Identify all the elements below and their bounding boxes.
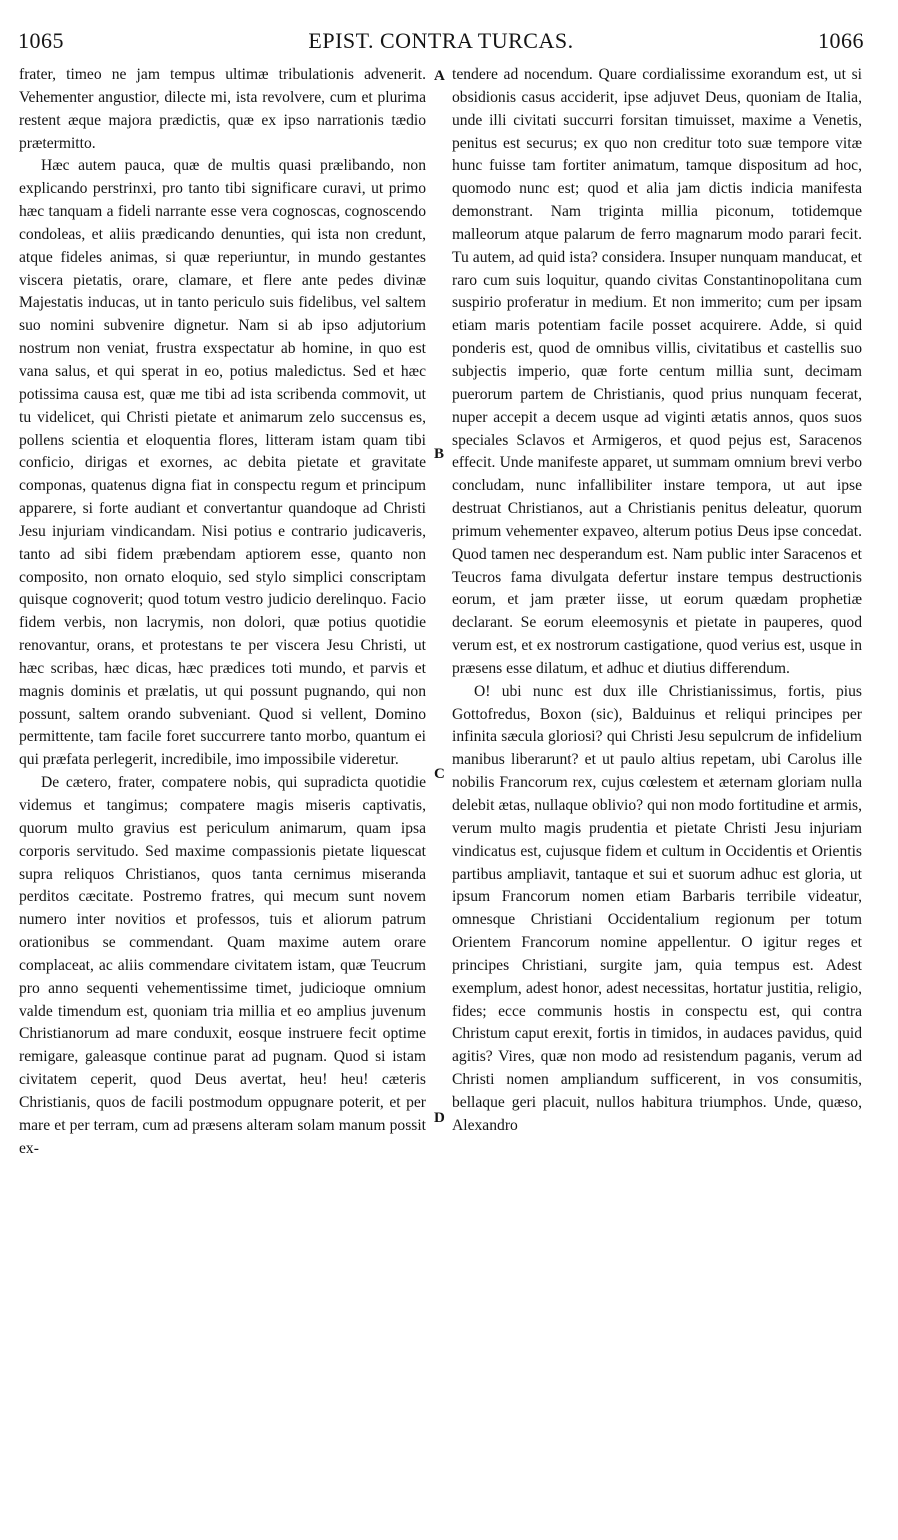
- margin-marker-b: B: [434, 446, 445, 462]
- page-number-left: 1065: [18, 28, 64, 53]
- left-paragraph-1: frater, timeo ne jam tempus ultimæ tribulationis advenerit. Vehementer angustior, dilecte mi, ista revolvere, cum et plurima restent æque majora prædictis, quæ ex ipso narrationis tædio prætermitto.: [19, 66, 426, 152]
- running-title: EPIST. CONTRA TURCAS.: [308, 28, 574, 53]
- margin-marker-d: D: [434, 1110, 445, 1126]
- right-paragraph-2: O! ubi nunc est dux ille Christianissimus, fortis, pius Gottofredus, Boxon (sic), Balduinus et reliqui principes per infinita sæcula gloriosi? qui Christi Jesu sepulcrum de infidelium manibus liberarunt? et ut paulo altius repetam, ubi Carolus ille nobilis Francorum rex, cujus cœlestem et æternam gloriam nulla delebit ætas, nullaque oblivio? qui non modo fortitudine et armis, verum multo magis prudentia et pietate Christi Jesu injuriam vindicatus est, cujusque fidem et cultum in Occidentis et Orientis partibus ampliavit, tantaque et sui et suorum adhuc est gloria, ut ipsum Francorum nomen etiam Barbaris terribile videatur, omnesque Christiani Occidentalium regionum per totum Orientem Francorum nomine appellentur. O igitur reges et principes Christiani, surgite jam, quia tempus est. Adest exemplum, adest honor, adest necessitas, hortatur justitia, religio, fides; ecce communis hostis in conspectu est, qui contra Christum caput erexit, fortis in timidos, in audaces pavidus, quid agitis? Vires, quæ non modo ad resistendum paganis, verum ad Christi nomen ampliandum sufficerent, in vos consumitis, bellaque geri placuit, nullos habitura triumphos. Unde, quæso, Alexandro: [452, 682, 862, 1134]
- left-paragraph-2: Hæc autem pauca, quæ de multis quasi prælibando, non explicando perstrinxi, pro tanto tibi significare curavi, ut primo hæc tanquam a fideli narrante esse vera cognoscas, cognoscendo condoleas, et aliis prædicando denunties, qui ista non credunt, atque fideles animas, si quæ reperiuntur, in mundo gestantes viscera pietatis, orare, clamare, et flere ante pedes divinæ Majestatis inducas, ut in tanto periculo suis fidelibus, vel saltem suo nomini subvenire dignetur. Nam si ab ipso adjutorium nostrum non veniat, frustra exspectatur ab homine, in quo est vana salus, et qui sperat in eo, potius maledictus. Sed et hæc potissima causa est, quæ me tibi ad ista scribenda commovit, ut tu videlicet, qui Christi pietate et animarum zelo succensus es, pollens scientia et eloquentia flores, litteram istam quam tibi conficio, dirigas et exornes, ac debita pietate et gravitate componas, quatenus digna fiat in conspectu regum et principum apparere, si forte audiant et convertantur quandoque ad Christi Jesu injuriam vindicandam. Nisi potius e contrario judicaveris, tanto ad sibi fidem præbendam aptiorem esse, quanto non composito, non ornato eloquio, sed stylo simplici conscriptam quisque cognoverit; quod totum vestro judicio derelinquo. Facio fidem verbis, non lacrymis, non dolori, quæ potius quotidie renovantur, orans, et protestans te per viscera Jesu Christi, ut hæc scribas, hæc dicas, hæc prædices toti mundo, et parvis et magnis dominis et prælatis, ut qui possunt pugnando, qui non possunt, saltem orando subveniant. Quod si vellent, Domino permittente, tam facile foret succurrere tanto morbo, quantum ei qui præfata perlegerit, incredibile, imo impossibile videretur.: [19, 157, 426, 769]
- margin-marker-c: C: [434, 766, 445, 782]
- right-paragraph-1: tendere ad nocendum. Quare cordialissime exorandum est, ut si obsidionis casus acciderit, ipse adjuvet Deus, quoniam de Italia, unde illi civitati succurri forsitan timuisset, maxime a Venetis, penitus est securus; ex quo non creditur toto suæ tempore vitæ hunc fuisse tam fortiter animatum, tamque dispositum ad hoc, quomodo nunc est; quod et alia jam dictis indicia manifesta demonstrant. Nam triginta millia piconum, totidemque malleorum atque palarum de ferro magnarum modo parari fecit. Tu autem, ad quid ista? considera. Insuper nunquam manducat, et raro cum suis loquitur, quando civitas Constantinopolitana cum suspirio proferatur in medium. Et non immerito; cum per ipsam etiam maris potentiam facile posset acquirere. Adde, si quid ponderis est, quod de omnibus villis, civitatibus et castellis suo subjectis imperio, quæ forte centum millia sunt, decimam puerorum partem de Christianis, quod prius nunquam fecerat, nuper accepit a decem usque ad viginti ætatis annos, quos suos speciales Sclavos et Armigeros, et quod pejus est, Saracenos effecit. Unde manifeste apparet, ut summam omnium brevi verbo concludam, nunc infallibiliter instare tempora, ut aut ipse destruat Christianos, aut a Christianis penitus deleatur, quorum primum vehementer expaveo, alterum potius Deus ipse concedat. Quod tamen nec desperandum est. Nam public inter Saracenos et Teucros fama divulgata defertur instare tempus destructionis eorum, et jam præter iisse, ut eorum quædam prophetiæ declarant. Se eorum eleemosynis et pietate in pauperes, quod verum est, et ex nostrorum castigatione, quod verius est, usque in præsens esse dilatum, et adhuc et diutius differendum.: [452, 66, 862, 677]
- margin-marker-a: A: [434, 68, 445, 84]
- page-header: [18, 28, 864, 64]
- left-paragraph-3: De cætero, frater, compatere nobis, qui supradicta quotidie videmus et tangimus; compatere magis miseris captivatis, quorum multo gravius est periculum animarum, quam ipsa corporis servitudo. Sed maxime compassionis pietate liquescat supra reliquos Christianos, quos tanta cernimus miseranda perditos cæcitate. Postremo fratres, qui mecum sunt novem numero inter novitios et professos, tuis et aliorum patrum orationibus se commendant. Quam maxime autem orare complaceat, ac aliis commendare civitatem istam, quæ Teucrum pro anno sequenti vehementissime timet, judicioque omnium valde timendum est, quoniam tria millia et eo amplius juvenum Christianorum ad mare conduxit, eosque instruere fecit optime remigare, galeasque continue parat ad pugnam. Quod si istam civitatem ceperit, quod Deus avertat, heu! heu! cæteris Christianis, quos de facili postmodum oppugnare poterit, et per mare et per terram, cum ad præsens alteram solam manum possit ex-: [19, 774, 426, 1157]
- page-number-right: 1066: [818, 28, 864, 53]
- left-column: [19, 64, 426, 1528]
- right-column: [452, 64, 862, 1528]
